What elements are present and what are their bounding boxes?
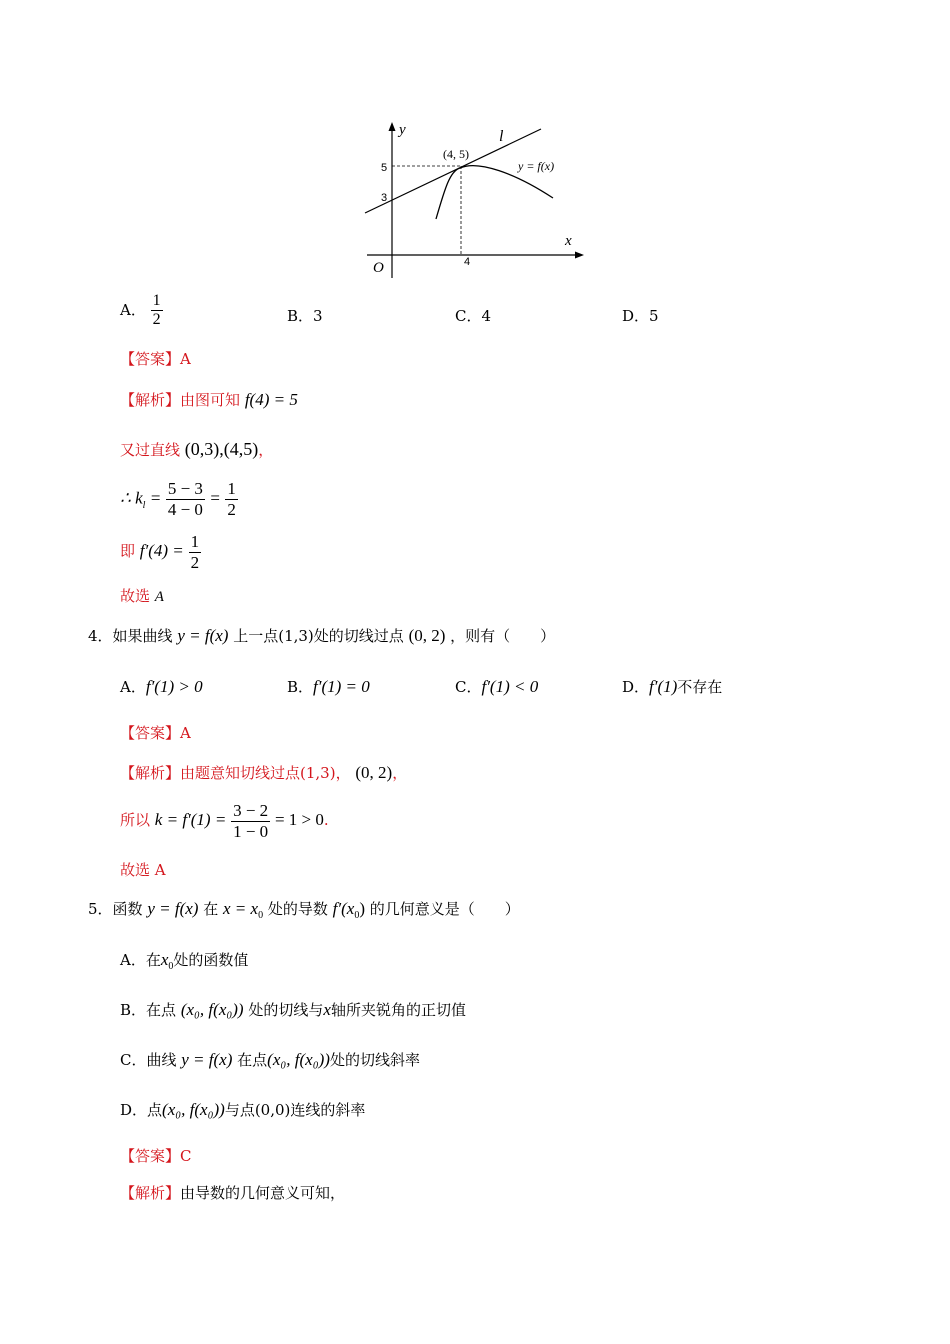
q5-option-c: C．曲线 y = f(x) 在点(x₀, f(x₀))处的切线斜率 <box>120 1050 420 1069</box>
q3-option-d: D．5 <box>622 307 659 325</box>
q3-option-b: B．3 <box>287 307 323 325</box>
q3-slope-result: $\frac{1}{2}$ <box>227 479 236 519</box>
q3-option-a-label: A． <box>120 300 146 319</box>
q4-explanation-line2: 所以 k = f′(1) = $\frac{3 - 2}{1 - 0}$ = 1 > 0. <box>120 801 329 841</box>
q4-explanation-math: (0, 2) <box>355 763 393 782</box>
q3-line4-math: f′(4) = <box>139 541 184 561</box>
q3-explanation-line2 <box>120 439 273 460</box>
q4-answer: 【答案】A <box>120 724 191 742</box>
q3-line2-end: ， <box>258 441 274 459</box>
q3-line2-text: 又过直线 <box>120 441 181 459</box>
curve-f <box>436 166 553 219</box>
q4-explanation-tag: 【解析】 <box>120 764 181 782</box>
q4-stem: 4．如果曲线 y = f(x) 上一点(1,3)处的切线过点 (0, 2) ，则有（ ） <box>88 626 556 645</box>
curve-label: y = f(x) <box>518 159 555 173</box>
q3-explanation-line4 <box>120 532 201 572</box>
q3-option-c: C．4 <box>455 307 492 325</box>
q4-option-d: D．f′(1)不存在 <box>622 677 723 696</box>
q3-slope-sub: l <box>142 499 146 511</box>
q5-option-d: D．点(x₀, f(x₀))与点(0,0)连线的斜率 <box>120 1100 366 1119</box>
q3-line4-text: 即 <box>120 542 136 561</box>
q3-slope-symbol: ∴ k <box>120 488 143 508</box>
tangent-line-graph <box>355 118 590 283</box>
q3-explanation-text: 由图可知 <box>180 391 241 409</box>
q3-explanation-line3 <box>120 479 238 519</box>
q5-option-a: A．在$x_0$处的函数值 <box>120 950 249 972</box>
q3-line4-fraction: $\frac{1}{2}$ <box>190 532 200 572</box>
y-axis-arrow <box>389 122 396 131</box>
q4-line2-fraction: $\frac{3 - 2}{1 - 0}$ <box>233 801 269 841</box>
q3-eq2: = <box>210 488 220 508</box>
tick-label-y3: 3 <box>381 192 388 204</box>
q3-slope-fraction: $\frac{5 - 3}{4 - 0}$ <box>167 479 203 519</box>
q4-option-b: B．f′(1) = 0 <box>287 677 370 696</box>
q4-line2-tail: = 1 > 0 <box>274 810 324 830</box>
q4-explanation-text: 由题意知切线过点(1,3)， <box>180 764 351 782</box>
q3-option-a <box>120 292 163 330</box>
q3-explanation-math: f(4) = 5 <box>244 390 298 409</box>
tangent-line-l <box>365 129 541 213</box>
q5-stem: 5．函数 y = f(x) 在 $x = x_0$ 处的导数 $f'(x_0)$ 的几何意义是（ ） <box>88 899 520 921</box>
q4-option-a: A．f′(1) > 0 <box>120 677 203 696</box>
tick-label-x4: 4 <box>464 256 471 268</box>
q4-explanation-line1: 【解析】由题意知切线过点(1,3)， (0, 2)， <box>120 763 408 782</box>
q3-eq1: = <box>150 488 161 508</box>
tick-label-y5: 5 <box>381 162 388 174</box>
q3-explanation-tag: 【解析】 <box>120 391 181 409</box>
q5-explanation: 【解析】由导数的几何意义可知， <box>120 1184 346 1202</box>
q5-option-b: B．在点 (x₀, f(x₀)) 处的切线与x轴所夹锐角的正切值 <box>120 1000 466 1019</box>
q3-line2-math: (0,3),(4,5) <box>184 439 259 459</box>
q4-option-c: C．f′(1) < 0 <box>455 677 539 696</box>
q3-explanation-line1 <box>120 389 298 410</box>
q5-answer: 【答案】C <box>120 1147 192 1165</box>
x-axis-label: x <box>565 233 572 249</box>
x-axis-arrow <box>575 252 584 259</box>
line-label-l: l <box>499 128 504 145</box>
y-axis-label: y <box>399 122 406 138</box>
q4-stem-math2: (0, 2) <box>408 626 446 645</box>
q4-conclusion: 故选 A <box>120 861 166 879</box>
point-label: (4, 5) <box>443 147 469 161</box>
q3-answer: 【答案】A <box>120 350 191 368</box>
q4-stem-math1: y = f(x) <box>177 626 229 645</box>
q3-option-a-fraction: $\frac{1}{2}$ <box>152 292 161 329</box>
q4-line2-text: 所以 <box>120 811 151 830</box>
q4-line2-math: k = f′(1) = <box>154 810 227 830</box>
q3-conclusion: 故选 A <box>120 587 164 605</box>
origin-label: O <box>373 260 384 276</box>
